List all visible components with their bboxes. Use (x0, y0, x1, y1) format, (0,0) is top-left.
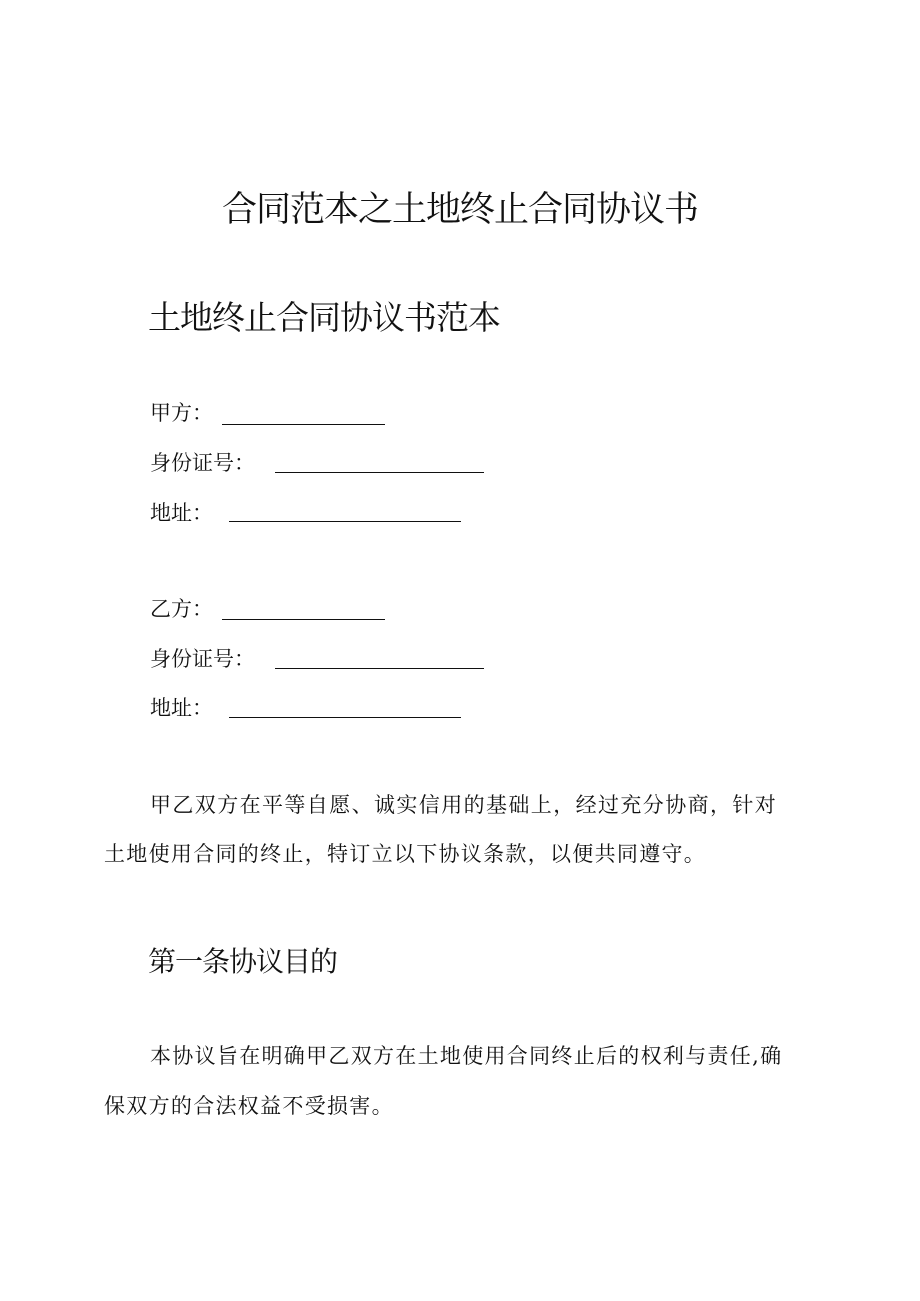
article-1-line-2: 保双方的合法权益不受损害。 (104, 1094, 394, 1118)
document-title: 合同范本之土地终止合同协议书 (221, 190, 698, 230)
party-b-address-blank[interactable] (229, 717, 461, 718)
party-a-id-label: 身份证号： (150, 451, 255, 475)
party-a-name-blank[interactable] (222, 424, 385, 425)
article-1-line-1: 本协议旨在明确甲乙双方在土地使用合同终止后的权利与责任,确 (150, 1044, 783, 1068)
party-a-address-label: 地址： (150, 501, 213, 525)
article-1-heading: 第一条协议目的 (148, 945, 338, 978)
party-b-id-label: 身份证号： (150, 647, 255, 671)
intro-line-1: 甲乙双方在平等自愿、诚实信用的基础上，经过充分协商，针对 (150, 793, 778, 817)
party-b-label: 乙方： (150, 597, 213, 621)
party-b-name-blank[interactable] (222, 619, 385, 620)
party-b-address-label: 地址： (150, 696, 213, 720)
intro-line-2: 土地使用合同的终止，特订立以下协议条款，以便共同遵守。 (104, 842, 707, 866)
party-b-id-blank[interactable] (275, 668, 484, 669)
party-a-id-blank[interactable] (275, 472, 484, 473)
party-a-label: 甲方： (150, 401, 213, 425)
document-subtitle: 土地终止合同协议书范本 (148, 298, 500, 337)
party-a-address-blank[interactable] (229, 521, 461, 522)
